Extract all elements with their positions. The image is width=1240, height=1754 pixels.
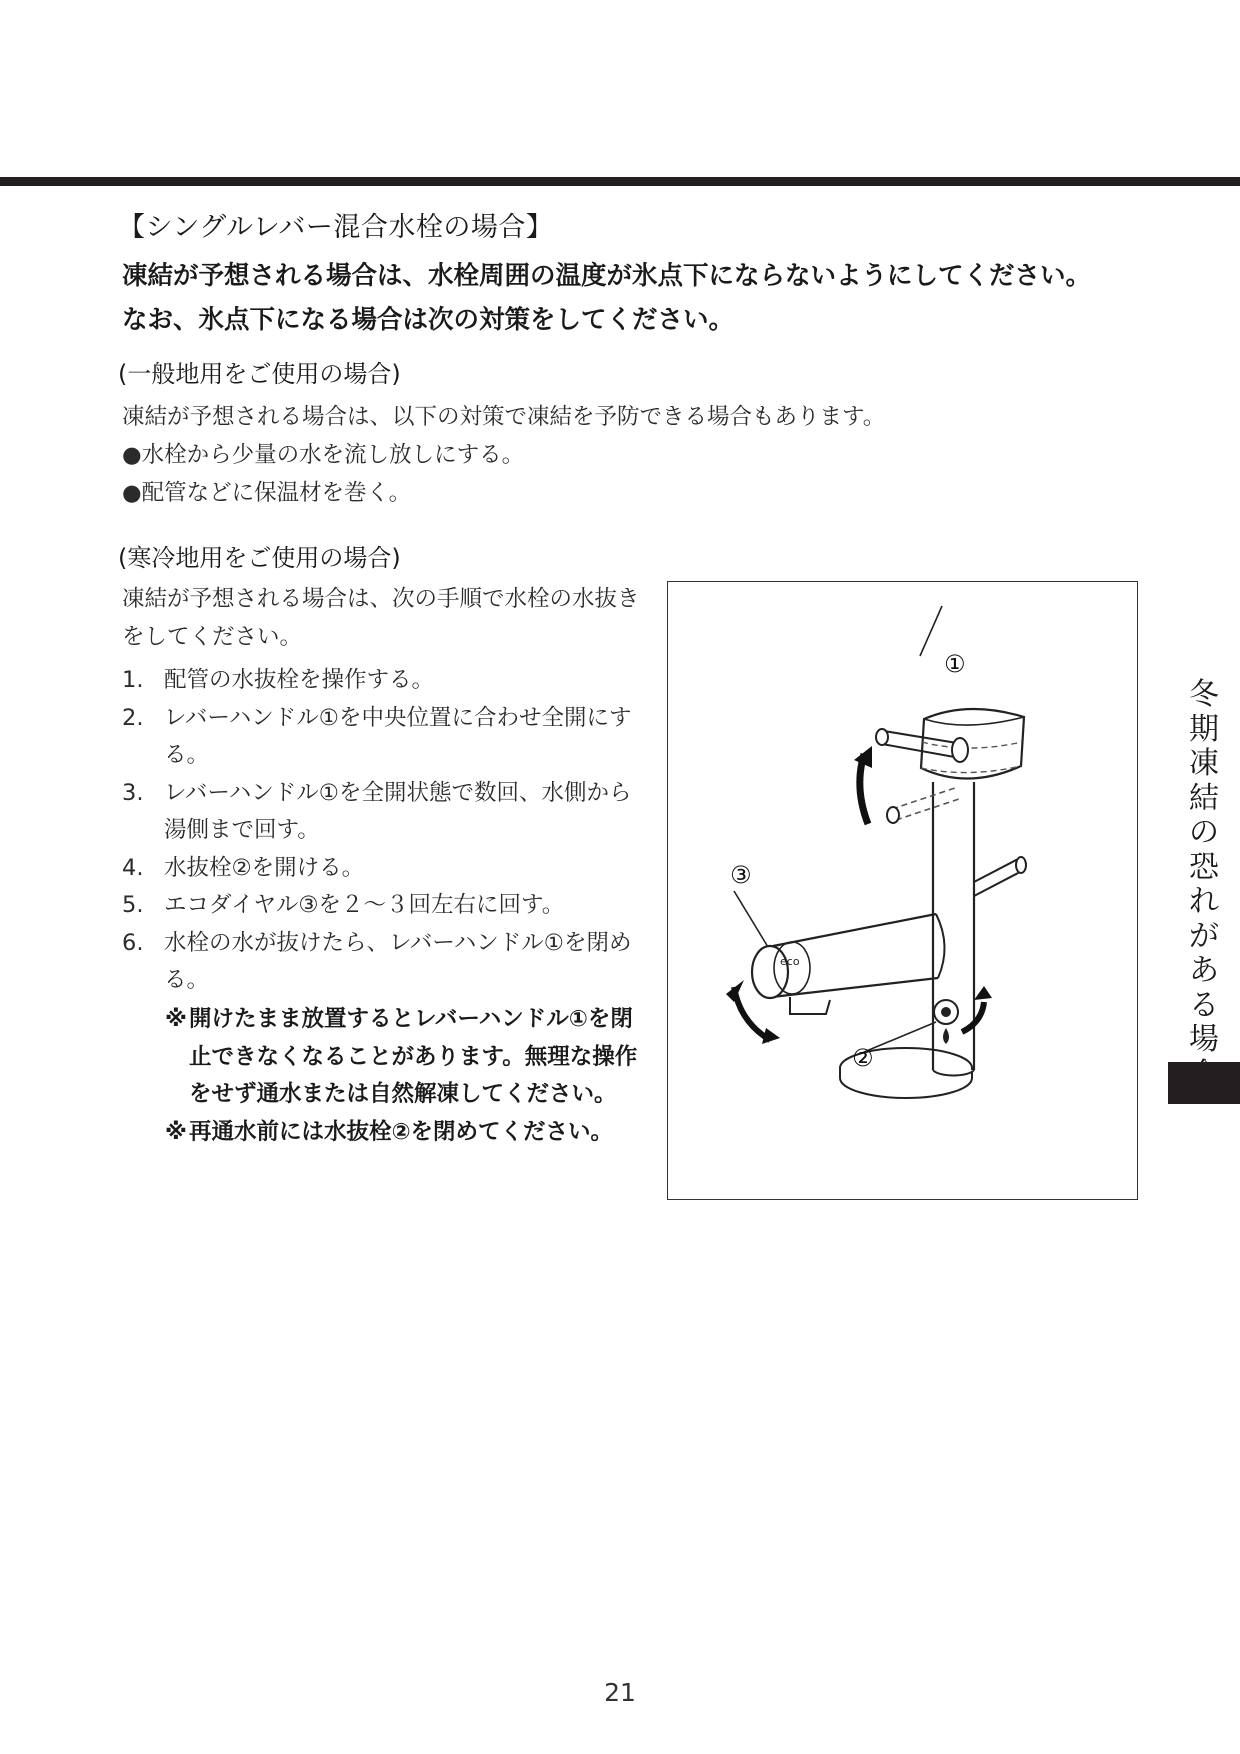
general-heading: (一般地用をご使用の場合) bbox=[118, 360, 401, 388]
intro-text bbox=[122, 254, 1091, 342]
note-text: 開けたまま放置するとレバーハンドル①を閉止できなくなることがあります。無理な操作をせず通水または自然解凍してください。 bbox=[189, 1006, 638, 1107]
faucet-illustration bbox=[667, 581, 1138, 1200]
intro-line-1: 凍結が予想される場合は、水栓周囲の温度が氷点下にならないようにしてください。 bbox=[122, 261, 1092, 291]
step-text: 水栓の水が抜けたら、レバーハンドル①を閉める。 bbox=[164, 929, 632, 993]
step-number: 5. bbox=[122, 892, 144, 918]
intro-line-2: なお、氷点下になる場合は次の対策をしてください。 bbox=[122, 305, 735, 335]
chapter-tab-char: 場 bbox=[1189, 1022, 1219, 1057]
caution-note bbox=[165, 1001, 643, 1114]
step-text: レバーハンドル①を中央位置に合わせ全開にする。 bbox=[164, 704, 632, 768]
step-item bbox=[122, 775, 652, 850]
chapter-tab-char: れ bbox=[1189, 884, 1219, 919]
note-text: 再通水前には水抜栓②を閉めてください。 bbox=[189, 1118, 614, 1145]
chapter-tab-char: の bbox=[1189, 815, 1219, 850]
step-item bbox=[122, 850, 652, 888]
faucet-drawing bbox=[668, 582, 1139, 1201]
general-bullet: ●配管などに保温材を巻く。 bbox=[122, 480, 412, 506]
caution-note bbox=[165, 1114, 643, 1152]
cold-lead: 凍結が予想される場合は、次の手順で水栓の水抜きをしてください。 bbox=[122, 586, 640, 650]
callout-drain-valve: ② bbox=[852, 1044, 874, 1072]
chapter-tab bbox=[1168, 678, 1240, 1092]
step-number: 4. bbox=[122, 854, 144, 881]
general-bullet: ●水栓から少量の水を流し放しにする。 bbox=[122, 442, 525, 468]
eco-dial-text: eco bbox=[780, 955, 800, 968]
step-number: 1. bbox=[122, 667, 144, 693]
step-text: 配管の水抜栓を操作する。 bbox=[164, 667, 435, 693]
step-number: 6. bbox=[122, 929, 144, 956]
general-body bbox=[122, 398, 885, 512]
chapter-tab-char: る bbox=[1189, 987, 1219, 1023]
chapter-tab-char: 凍 bbox=[1189, 746, 1219, 781]
callout-eco-dial: ③ bbox=[730, 861, 752, 889]
page-number: 21 bbox=[604, 1678, 636, 1707]
step-number: 2. bbox=[122, 704, 144, 731]
note-mark: ※ bbox=[165, 1006, 187, 1032]
step-number: 3. bbox=[122, 779, 144, 806]
step-item bbox=[122, 700, 652, 775]
step-item bbox=[122, 887, 652, 925]
chapter-tab-marker bbox=[1168, 1062, 1240, 1104]
section-title: 【シングルレバー混合水栓の場合】 bbox=[118, 212, 554, 243]
step-text: レバーハンドル①を全開状態で数回、水側から湯側まで回す。 bbox=[164, 779, 632, 843]
general-lead: 凍結が予想される場合は、以下の対策で凍結を予防できる場合もあります。 bbox=[122, 404, 886, 430]
step-list bbox=[122, 662, 652, 1000]
chapter-tab-char: あ bbox=[1189, 953, 1219, 988]
note-mark: ※ bbox=[165, 1118, 187, 1145]
chapter-tab-char: 結 bbox=[1189, 780, 1219, 816]
chapter-tab-char: が bbox=[1189, 918, 1219, 954]
step-text: エコダイヤル③を２～３回左右に回す。 bbox=[164, 892, 565, 918]
step-text: 水抜栓②を開ける。 bbox=[164, 854, 365, 881]
step-item bbox=[122, 662, 652, 700]
chapter-tab-char: 期 bbox=[1189, 711, 1219, 747]
chapter-tab-char: 冬 bbox=[1189, 677, 1219, 712]
caution-notes bbox=[165, 1001, 643, 1151]
callout-lever-handle: ① bbox=[944, 650, 966, 678]
chapter-tab-char: 恐 bbox=[1189, 849, 1219, 885]
step-item bbox=[122, 925, 652, 1000]
cold-heading: (寒冷地用をご使用の場合) bbox=[118, 544, 401, 572]
top-rule bbox=[0, 177, 1240, 186]
